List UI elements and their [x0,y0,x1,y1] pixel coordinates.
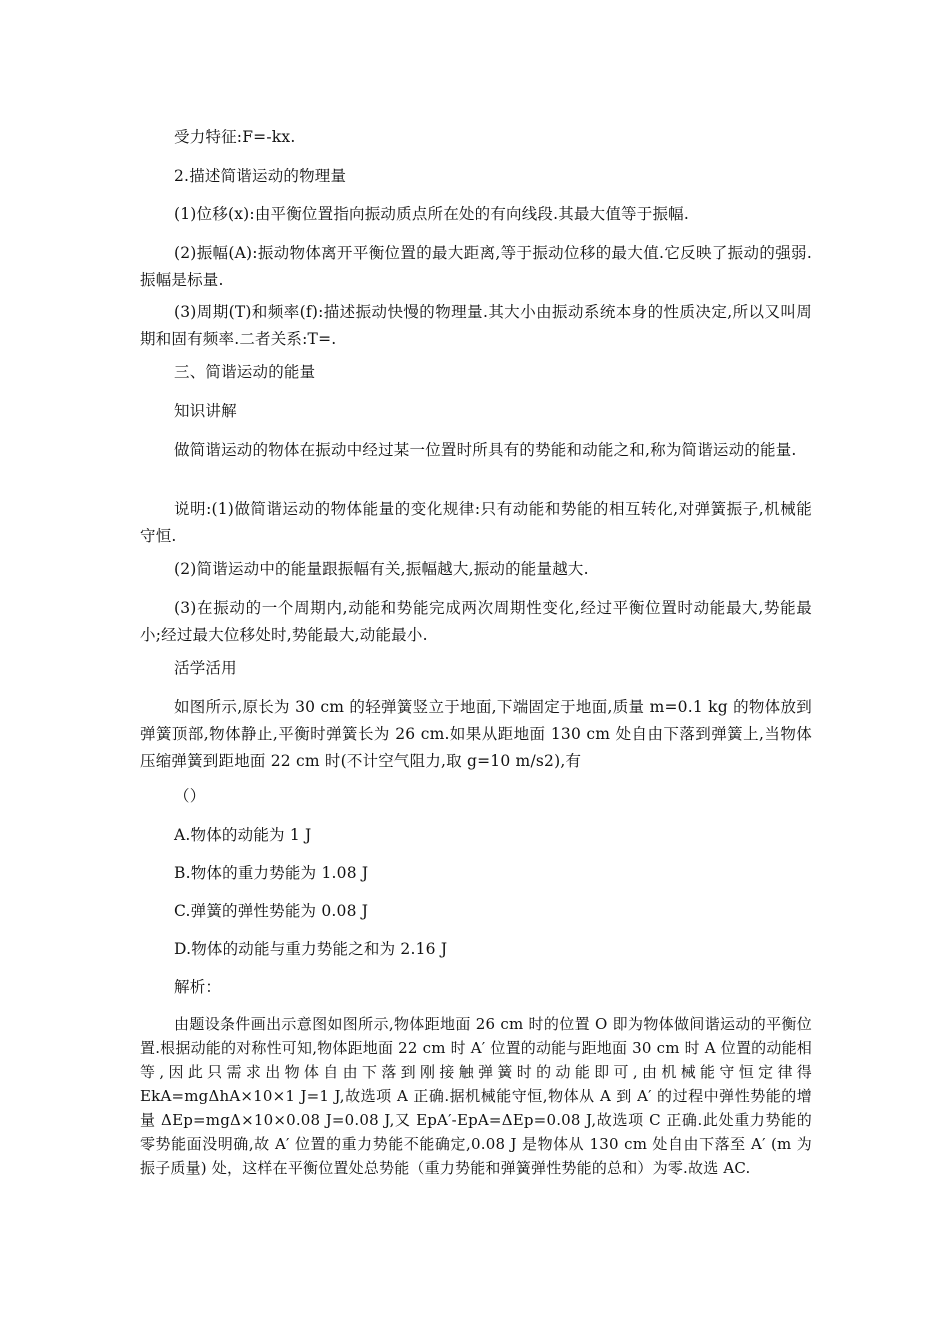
paragraph-displacement: (1)位移(x):由平衡位置指向振动质点所在处的有向线段.其最大值等于振幅. [174,205,689,223]
paragraph-note-2: (2)简谐运动中的能量跟振幅有关,振幅越大,振动的能量越大. [174,560,589,578]
paragraph-energy-definition: 做简谐运动的物体在振动中经过某一位置时所具有的势能和动能之和,称为简谐运动的能量. [174,441,797,459]
subheading-practice: 活学活用 [174,659,237,677]
question-stem: 如图所示,原长为 30 cm 的轻弹簧竖立于地面,下端固定于地面,质量 m=0.1 kg 的物体放到弹簧顶部,物体静止,平衡时弹簧长为 26 cm.如果从距地面 130 cm 处自由下落到弹簧上,当物体压缩弹簧到距地面 22 cm 时(不计空气阻力,取 g=10 m/s2),有 [140,698,812,770]
solution-text: 由题设条件画出示意图如图所示,物体距地面 26 cm 时的位置 O 即为物体做间谐运动的平衡位置.根据动能的对称性可知,物体距地面 22 cm 时 A′ 位置的动能与距地面 30 cm 时 A 位置的动能相等,因此只需求出物体自由下落到刚接触弹簧时的动能即可,由机械能守恒定律得 EkA=mgΔhA×10×1 J=1 J,故选项 A 正确.据机械能守恒,物体从 A 到 A′ 的过程中弹性势能的增量 ΔEp=mgΔ×10×0.08 J=0.08 J,又 EpA′-EpA=ΔEp=0.08 J,故选项 C 正确.此处重力势能的零势能面没明确,故 A′ 位置的重力势能不能确定,0.08 J 是物体从 130 cm 处自由下落至 A′ (m 为振子质量) 处，这样在平衡位置处总势能（重力势能和弹簧弹性势能的总和）为零.故选 AC. [140,1015,812,1177]
paragraph-period-frequency: (3)周期(T)和频率(f):描述振动快慢的物理量.其大小由振动系统本身的性质决定,所以又叫周期和固有频率.二者关系:T=. [140,303,812,348]
solution-label: 解析： [174,978,222,996]
subheading-knowledge: 知识讲解 [174,402,237,420]
paragraph-note-3: (3)在振动的一个周期内,动能和势能完成两次周期性变化,经过平衡位置时动能最大,势能最小;经过最大位移处时,势能最大,动能最小. [140,599,812,644]
choice-a: A.物体的动能为 1 J [174,826,312,844]
paragraph-note-1: 说明:(1)做简谐运动的物体能量的变化规律:只有动能和势能的相互转化,对弹簧振子,机械能守恒. [140,500,812,545]
section-heading-quantities: 2.描述简谐运动的物理量 [174,167,347,185]
choice-c: C.弹簧的弹性势能为 0.08 J [174,902,369,920]
choice-d: D.物体的动能与重力势能之和为 2.16 J [174,940,448,958]
force-feature-line: 受力特征:F=-kx. [174,128,296,146]
answer-blank: （） [174,787,206,805]
choice-b: B.物体的重力势能为 1.08 J [174,864,369,882]
paragraph-amplitude: (2)振幅(A):振动物体离开平衡位置的最大距离,等于振动位移的最大值.它反映了振动的强弱.振幅是标量. [140,244,812,289]
section-heading-energy: 三、简谐运动的能量 [174,363,316,381]
